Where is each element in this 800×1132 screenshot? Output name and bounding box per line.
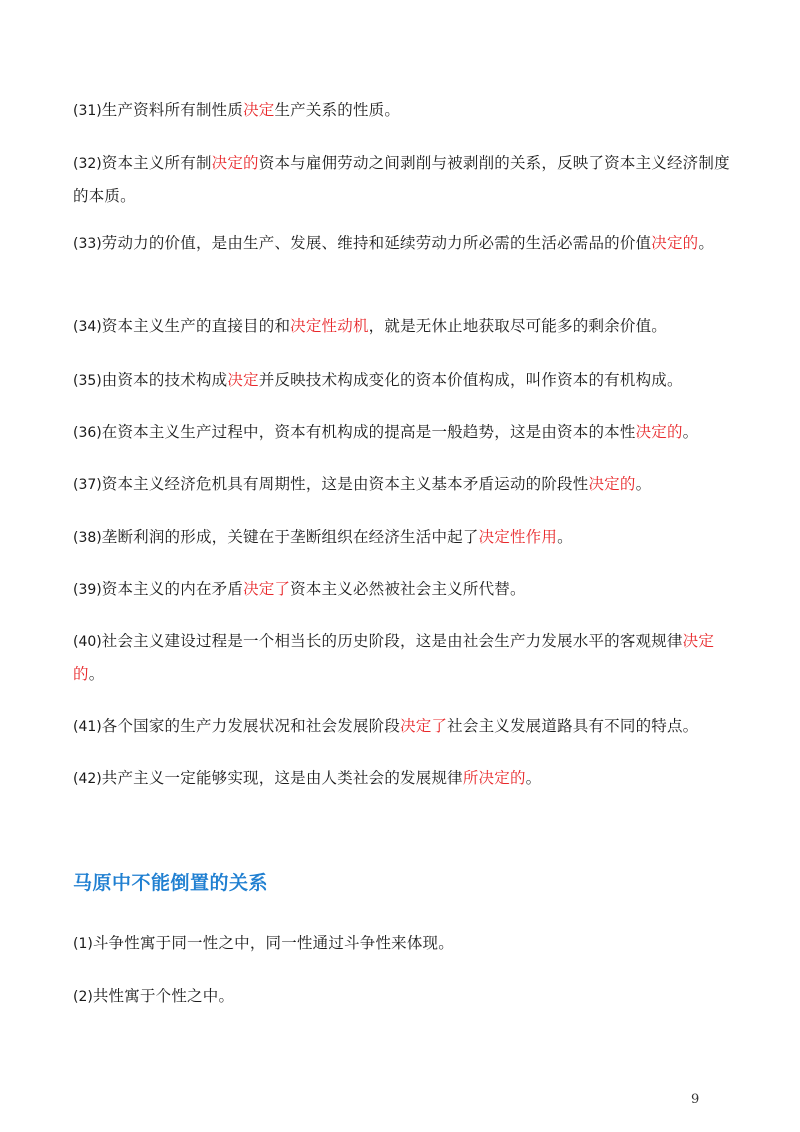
page-number: 9 <box>691 1092 700 1107</box>
highlight-text: 决定 <box>243 101 275 119</box>
item-number: (39) <box>73 582 102 598</box>
highlight-text: 所决定的 <box>462 769 526 787</box>
item-number: (41) <box>73 719 102 735</box>
highlight-text: 决定性作用 <box>478 528 558 546</box>
item-number: (33) <box>73 236 102 252</box>
item-number: (34) <box>73 319 102 335</box>
highlight-text: 决定的 <box>211 154 259 172</box>
list-item-32: (32)资本主义所有制决定的资本与雇佣劳动之间剥削与被剥削的关系，反映了资本主义经济制度的本质。 <box>73 154 730 205</box>
list-item-33: (33)劳动力的价值，是由生产、发展、维持和延续劳动力所必需的生活必需品的价值决定的。 <box>73 234 715 252</box>
highlight-text: 决定了 <box>243 580 291 598</box>
item-number: (40) <box>73 634 102 650</box>
list-item-35: (35)由资本的技术构成决定并反映技术构成变化的资本价值构成，叫作资本的有机构成。 <box>73 371 683 389</box>
list-item-34: (34)资本主义生产的直接目的和决定性动机，就是无休止地获取尽可能多的剩余价值。 <box>73 317 667 335</box>
item-number: (38) <box>73 530 102 546</box>
highlight-text: 决定 <box>227 371 259 389</box>
highlight-text: 决定的 <box>651 234 699 252</box>
item-number: (2) <box>73 989 93 1005</box>
item-number: (35) <box>73 373 102 389</box>
list-item-36: (36)在资本主义生产过程中，资本有机构成的提高是一般趋势，这是由资本的本性决定的。 <box>73 423 699 441</box>
list-item-37: (37)资本主义经济危机具有周期性，这是由资本主义基本矛盾运动的阶段性决定的。 <box>73 475 652 493</box>
list-item-38: (38)垄断利润的形成，关键在于垄断组织在经济生活中起了决定性作用。 <box>73 528 573 546</box>
highlight-text: 决定的 <box>588 475 636 493</box>
list-item-42: (42)共产主义一定能够实现，这是由人类社会的发展规律所决定的。 <box>73 769 542 787</box>
highlight-text: 决定的 <box>635 423 683 441</box>
item-number: (37) <box>73 477 102 493</box>
highlight-text: 决定的 <box>73 632 715 683</box>
section-title: 马原中不能倒置的关系 <box>73 872 269 894</box>
item-number: (36) <box>73 425 102 441</box>
list-item-39: (39)资本主义的内在矛盾决定了资本主义必然被社会主义所代替。 <box>73 580 526 598</box>
list-item-31: (31)生产资料所有制性质决定生产关系的性质。 <box>73 101 401 119</box>
list-item-41: (41)各个国家的生产力发展状况和社会发展阶段决定了社会主义发展道路具有不同的特点。 <box>73 717 699 735</box>
list-item-2: (2)共性寓于个性之中。 <box>73 987 235 1005</box>
highlight-text: 决定了 <box>400 717 448 735</box>
list-item-40: (40)社会主义建设过程是一个相当长的历史阶段，这是由社会生产力发展水平的客观规律决定的。 <box>73 632 715 683</box>
item-number: (1) <box>73 936 93 952</box>
item-number: (42) <box>73 771 102 787</box>
list-item-1: (1)斗争性寓于同一性之中，同一性通过斗争性来体现。 <box>73 934 454 952</box>
item-number: (31) <box>73 103 102 119</box>
item-number: (32) <box>73 156 102 172</box>
highlight-text: 决定性动机 <box>290 317 369 335</box>
